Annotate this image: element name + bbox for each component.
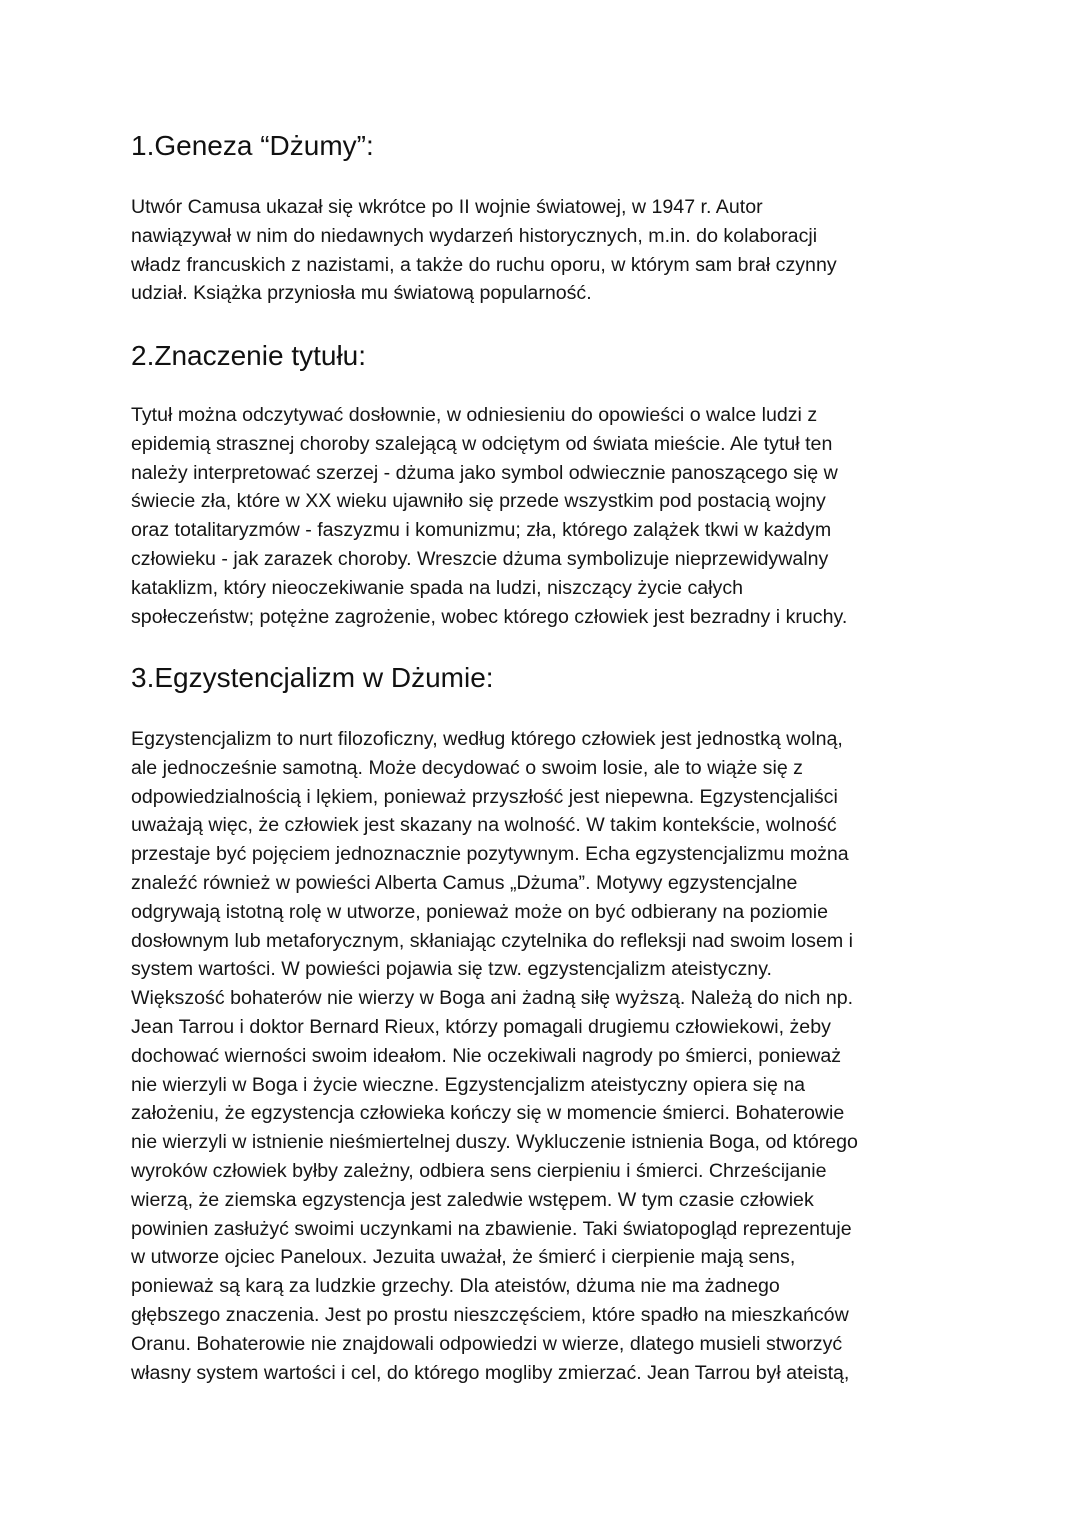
paragraph-line: głębszego znaczenia. Jest po prostu nieszczęściem, które spadło na mieszkańców	[131, 1303, 849, 1326]
paragraph-line: uważają więc, że człowiek jest skazany na wolność. W takim kontekście, wolność	[131, 814, 837, 837]
paragraph-line: odpowiedzialnością i lękiem, ponieważ przyszłość jest niepewna. Egzystencjaliści	[131, 785, 838, 808]
paragraph-line: odgrywają istotną rolę w utworze, ponieważ może on być odbierany na poziomie	[131, 900, 829, 923]
paragraph-line: dochować wierności swoim ideałom. Nie oczekiwali nagrody po śmierci, ponieważ	[131, 1044, 842, 1067]
paragraph-line: władz francuskich z nazistami, a także do ruchu oporu, w którym sam brał czynny	[131, 253, 837, 276]
paragraph-line: nawiązywał w nim do niedawnych wydarzeń historycznych, m.in. do kolaboracji	[131, 224, 818, 247]
section-heading-genesis: 1.Geneza “Dżumy”:	[131, 130, 374, 161]
paragraph-line: nie wierzyli w istnienie nieśmiertelnej duszy. Wykluczenie istnienia Boga, od którego	[131, 1131, 858, 1154]
paragraph-line: Utwór Camusa ukazał się wkrótce po II wojnie światowej, w 1947 r. Autor	[131, 196, 763, 218]
paragraph-line: w utworze ojciec Paneloux. Jezuita uważał, że śmierć i cierpienie mają sens,	[131, 1246, 796, 1269]
paragraph-line: epidemią strasznej choroby szalejącą w odciętym od świata mieście. Ale tytuł ten	[131, 432, 833, 455]
section-paragraph-existentialism	[131, 725, 961, 1387]
section-paragraph-genesis	[131, 193, 961, 308]
paragraph-line: Tytuł można odczytywać dosłownie, w odniesieniu do opowieści o walce ludzi z	[131, 404, 818, 426]
paragraph-line: oraz totalitaryzmów - faszyzmu i komunizmu; zła, którego zalążek tkwi w każdym	[131, 519, 832, 542]
paragraph-line: założeniu, że egzystencja człowieka kończy się w momencie śmierci. Bohaterowie	[131, 1102, 845, 1125]
paragraph-line: powinien zasłużyć swoimi uczynkami na zbawienie. Taki światopogląd reprezentuje	[131, 1217, 852, 1240]
paragraph-line: dosłownym lub metaforycznym, skłaniając czytelnika do refleksji nad swoim losem i	[131, 929, 853, 952]
paragraph-line: Egzystencjalizm to nurt filozoficzny, według którego człowiek jest jednostką wolną,	[131, 728, 843, 750]
paragraph-line: ale jednocześnie samotną. Może decydować o swoim losie, ale to wiąże się z	[131, 756, 803, 779]
paragraph-line: system wartości. W powieści pojawia się tzw. egzystencjalizm ateistyczny.	[131, 958, 772, 981]
paragraph-line: świecie zła, które w XX wieku ujawniło się przede wszystkim pod postacią wojny	[131, 490, 826, 513]
paragraph-line: wyroków człowiek byłby zależny, odbiera sens cierpieniu i śmierci. Chrześcijanie	[131, 1159, 827, 1182]
paragraph-line: przestaje być pojęciem jednoznacznie pozytywnym. Echa egzystencjalizmu można	[131, 843, 849, 866]
paragraph-line: kataklizm, który nieoczekiwanie spada na ludzi, niszczący życie całych	[131, 576, 744, 599]
section-heading-existentialism: 3.Egzystencjalizm w Dżumie:	[131, 662, 494, 693]
section-heading-title-meaning: 2.Znaczenie tytułu:	[131, 340, 367, 371]
paragraph-line: Większość bohaterów nie wierzy w Boga ani żadną siłę wyższą. Należą do nich np.	[131, 987, 854, 1010]
paragraph-line: Oranu. Bohaterowie nie znajdowali odpowiedzi w wierze, dlatego musieli stworzyć	[131, 1332, 843, 1355]
paragraph-line: Jean Tarrou i doktor Bernard Rieux, którzy pomagali drugiemu człowiekowi, żeby	[131, 1015, 831, 1038]
paragraph-line: człowieku - jak zarazek choroby. Wreszcie dżuma symbolizuje nieprzewidywalny	[131, 547, 829, 570]
paragraph-line: własny system wartości i cel, do którego mogliby zmierzać. Jean Tarrou był ateistą,	[131, 1361, 850, 1384]
paragraph-line: nie wierzyli w Boga i życie wieczne. Egzystencjalizm ateistyczny opiera się na	[131, 1073, 806, 1096]
paragraph-line: znaleźć również w powieści Alberta Camus „Dżuma”. Motywy egzystencjalne	[131, 871, 798, 894]
paragraph-line: społeczeństw; potężne zagrożenie, wobec którego człowiek jest bezradny i kruchy.	[131, 605, 848, 628]
section-paragraph-title-meaning	[131, 401, 961, 631]
paragraph-line: ponieważ są karą za ludzkie grzechy. Dla ateistów, dżuma nie ma żadnego	[131, 1275, 780, 1298]
paragraph-line: udział. Książka przyniosła mu światową popularność.	[131, 282, 592, 305]
paragraph-line: wierzą, że ziemska egzystencja jest zaledwie wstępem. W tym czasie człowiek	[131, 1188, 814, 1211]
paragraph-line: należy interpretować szerzej - dżuma jako symbol odwiecznie panoszącego się w	[131, 461, 838, 484]
